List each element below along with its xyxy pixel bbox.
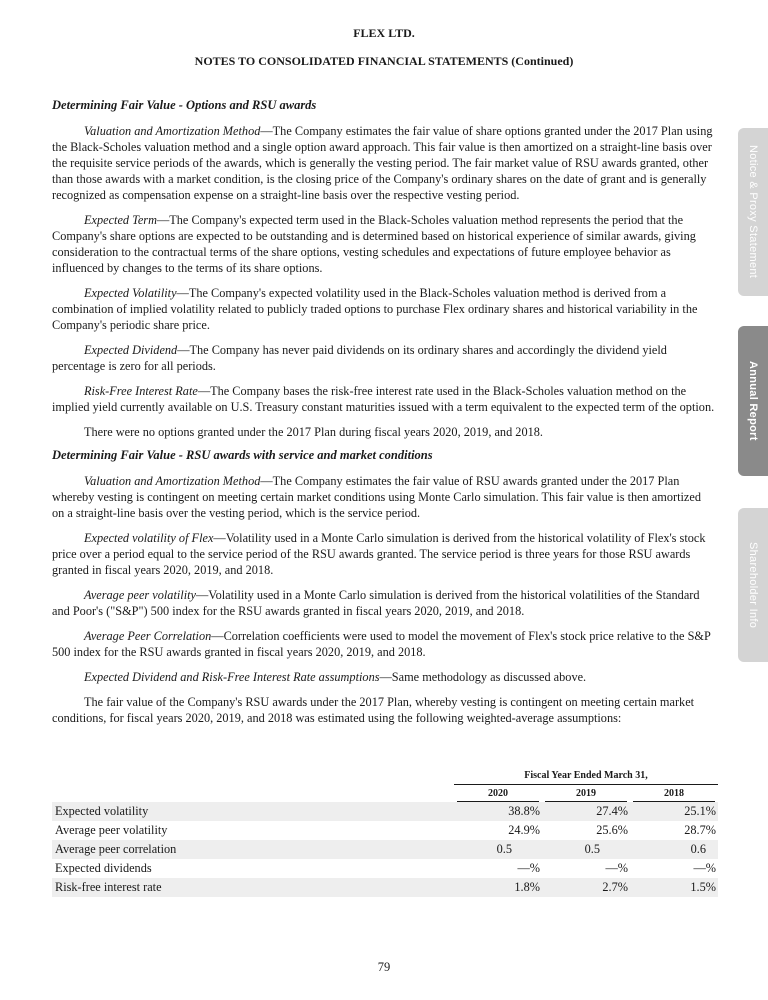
paragraph-text: —Same methodology as discussed above. xyxy=(379,670,587,684)
cell-2019: 27.4% xyxy=(596,804,628,818)
side-tab-shareholder-info-label: Shareholder Info xyxy=(747,541,759,629)
row-label: Risk-free interest rate xyxy=(55,880,162,894)
paragraph-term: Expected volatility of Flex xyxy=(84,531,214,545)
paragraph xyxy=(52,473,716,521)
cell-2020: 24.9% xyxy=(508,823,540,837)
paragraph-term: Expected Dividend xyxy=(84,343,178,357)
paragraph-term: Average peer volatility xyxy=(84,588,196,602)
cell-2018: 1.5% xyxy=(690,880,716,894)
paragraph-term: Risk-Free Interest Rate xyxy=(84,384,198,398)
paragraph-text: —The Company bases the risk-free interest rate used in the Black-Scholes valuation method on the implied yield currently available on U.S. Treasury constant maturities issued with a term equivalent to the expected term of the option. xyxy=(52,384,715,414)
row-label: Expected volatility xyxy=(55,804,149,818)
year-header: 2020 xyxy=(457,785,539,802)
paragraph xyxy=(52,628,716,660)
paragraph: The fair value of the Company's RSU awards under the 2017 Plan, whereby vesting is contingent on meeting certain market conditions, for fiscal years 2020, 2019, and 2018 was estimated using the following weighted-average assumptions: xyxy=(52,695,695,725)
cell-2018: 25.1% xyxy=(684,804,716,818)
notes-title: NOTES TO CONSOLIDATED FINANCIAL STATEMENTS (Continued) xyxy=(194,54,574,68)
row-label: Expected dividends xyxy=(55,861,152,875)
cell-2018: 28.7% xyxy=(684,823,716,837)
assumptions-table xyxy=(52,768,718,897)
side-tab-notice-proxy-label: Notice & Proxy Statement xyxy=(747,145,759,279)
paragraph xyxy=(52,123,716,203)
paragraph xyxy=(52,383,716,415)
table-row xyxy=(52,821,718,840)
cell-2019: 0.5 xyxy=(584,842,600,856)
paragraph-term: Valuation and Amortization Method xyxy=(84,474,261,488)
paragraph-text: —The Company estimates the fair value of RSU awards granted under the 2017 Plan whereby vesting is contingent on meeting certain market conditions using Monte Carlo simulation. This fair value is then amortized on a straight-line basis over the vesting period, which is the service period. xyxy=(52,474,701,520)
paragraph-term: Expected Dividend and Risk-Free Interest Rate assumptions xyxy=(84,670,380,684)
paragraph-text: —Volatility used in a Monte Carlo simulation is derived from the historical volatility of Flex's stock price over a period equal to the service period of the RSU awards granted. The service period is three years for those RSU awards granted in fiscal years 2020, 2019, and 2018. xyxy=(52,531,706,577)
cell-2018: —% xyxy=(693,861,716,875)
paragraph-term: Valuation and Amortization Method xyxy=(84,124,261,138)
table-row xyxy=(52,878,718,897)
paragraph-text: —The Company's expected volatility used in the Black-Scholes valuation method is derived from a combination of implied volatility related to publicly traded options to purchase Flex ordinary shares and historical variability in the Company's periodic share price. xyxy=(52,286,698,332)
section-heading-options-rsu: Determining Fair Value - Options and RSU awards xyxy=(52,98,317,112)
paragraph-text: —The Company has never paid dividends on its ordinary shares and accordingly the dividend yield percentage is zero for all periods. xyxy=(52,343,667,373)
paragraph-text: —Correlation coefficients were used to model the movement of Flex's stock price relative to the S&P 500 index for the RSU awards granted in fiscal years 2020, 2019, and 2018. xyxy=(52,629,711,659)
paragraph: There were no options granted under the 2017 Plan during fiscal years 2020, 2019, and 2018. xyxy=(84,425,543,439)
page-content xyxy=(52,24,716,726)
side-tab-notice-proxy[interactable] xyxy=(738,128,768,296)
paragraph xyxy=(52,587,716,619)
section-heading-market-conditions: Determining Fair Value - RSU awards with service and market conditions xyxy=(52,448,433,462)
side-tab-annual-report[interactable] xyxy=(738,326,768,476)
table-group-header: Fiscal Year Ended March 31, xyxy=(454,768,718,785)
table-row xyxy=(52,840,718,859)
table-row xyxy=(52,802,718,821)
cell-2019: 25.6% xyxy=(596,823,628,837)
side-tab-annual-report-label: Annual Report xyxy=(747,361,759,441)
cell-2020: —% xyxy=(517,861,540,875)
side-tab-shareholder-info[interactable] xyxy=(738,508,768,662)
cell-2019: 2.7% xyxy=(602,880,628,894)
row-label: Average peer correlation xyxy=(55,842,177,856)
paragraph xyxy=(52,342,716,374)
paragraph xyxy=(52,669,716,685)
row-label: Average peer volatility xyxy=(55,823,168,837)
cell-2020: 0.5 xyxy=(496,842,512,856)
paragraph xyxy=(52,212,716,276)
cell-2020: 38.8% xyxy=(508,804,540,818)
paragraph-text: —The Company estimates the fair value of share options granted under the 2017 Plan using the Black-Scholes valuation method and a single option award approach. This fair value is then amortized on a straight-line basis over the requisite service periods of the awards, which is generally the vesting period. The fair market value of RSU awards granted, other than those awards with a market condition, is the closing price of the Company's ordinary shares on the date of grant and is generally recognized as compensation expense on a straight-line basis over the respective vesting period. xyxy=(52,124,713,202)
company-name: FLEX LTD. xyxy=(353,26,415,40)
year-header: 2019 xyxy=(545,785,627,802)
paragraph-text: —Volatility used in a Monte Carlo simulation is derived from the historical volatilities of the Standard and Poor's ("S&P") 500 index for the RSU awards granted in fiscal years 2020, 2019, and 2018. xyxy=(52,588,700,618)
cell-2018: 0.6 xyxy=(690,842,706,856)
paragraph-term: Expected Volatility xyxy=(84,286,177,300)
table-row xyxy=(52,859,718,878)
cell-2019: —% xyxy=(605,861,628,875)
cell-2020: 1.8% xyxy=(514,880,540,894)
paragraph xyxy=(52,530,716,578)
paragraph xyxy=(52,285,716,333)
page-number: 79 xyxy=(377,960,391,974)
table-year-header xyxy=(454,785,718,802)
paragraph-text: —The Company's expected term used in the Black-Scholes valuation method represents the period that the Company's share options are expected to be outstanding and is determined based on historical experience of similar awards, giving consideration to the contractual terms of the share options, vesting schedules and expectations of future employee behavior as influenced by changes to the terms of its share options. xyxy=(52,213,696,275)
paragraph-term: Expected Term xyxy=(84,213,157,227)
year-header: 2018 xyxy=(633,785,715,802)
paragraph-term: Average Peer Correlation xyxy=(84,629,212,643)
